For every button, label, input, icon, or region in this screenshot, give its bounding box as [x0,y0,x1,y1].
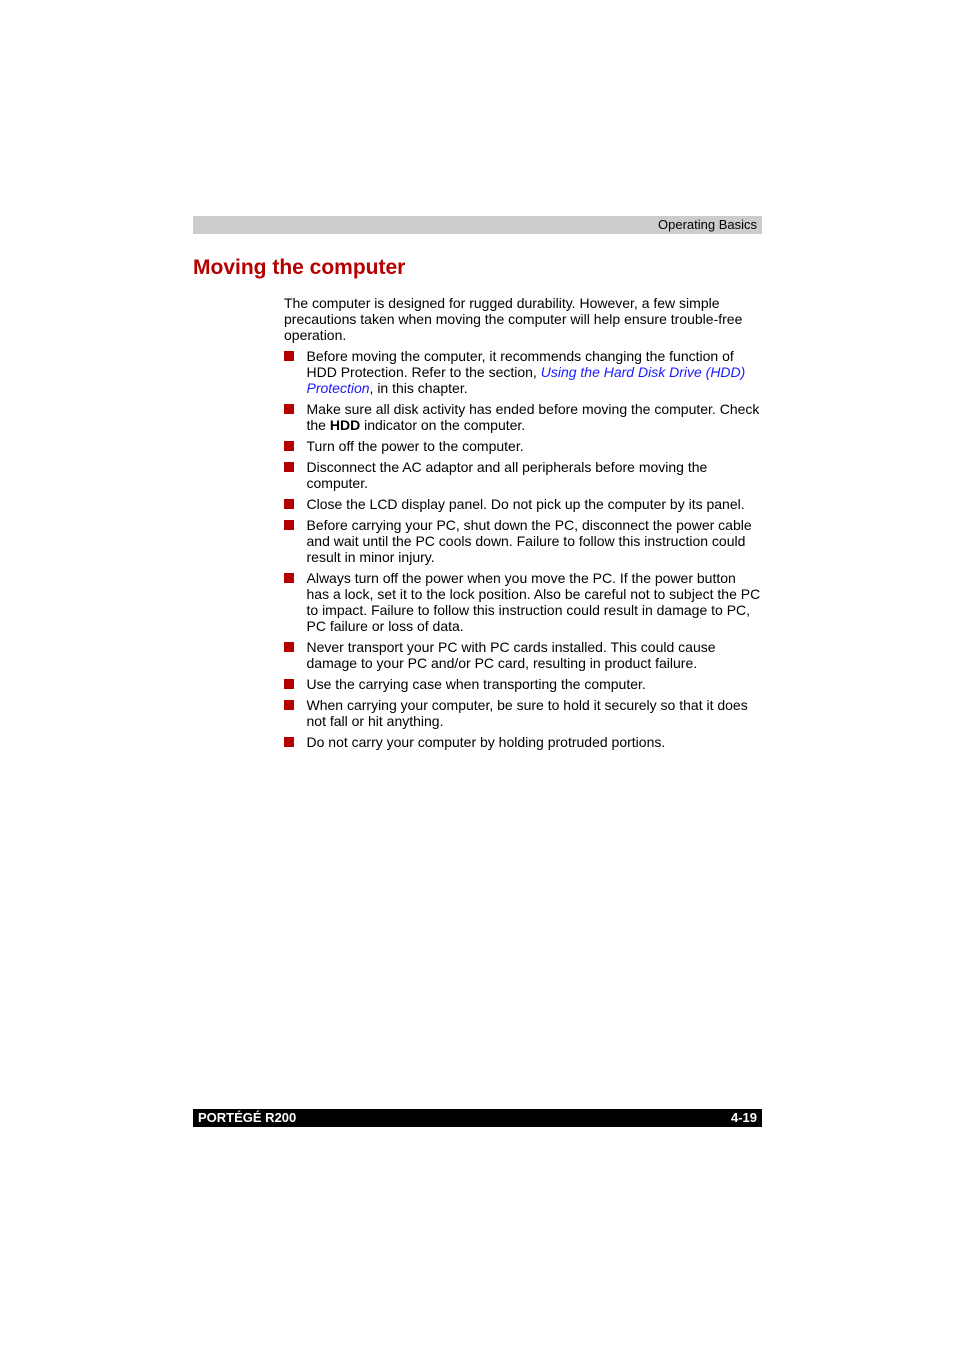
list-item-text: Before moving the computer, it recommends changing the function of HDD Protection. Refer to the section, [306,348,734,380]
list-item [284,734,762,750]
list-item-text: indicator on the computer. [360,417,526,433]
square-bullet-icon [284,700,294,710]
list-item [284,697,762,729]
list-item-text: Make sure all disk activity has ended before moving the computer. Check the [306,401,760,433]
header-section-label: Operating Basics [658,217,757,232]
square-bullet-icon [284,679,294,689]
list-item-text: Before carrying your PC, shut down the PC, disconnect the power cable and wait until the PC cools down. Failure to follow this instruction could result in minor injury. [306,517,752,565]
square-bullet-icon [284,642,294,652]
main-content [284,295,762,755]
list-item [284,496,762,512]
list-item-text: Never transport your PC with PC cards installed. This could cause damage to your PC and/or PC card, resulting in product failure. [306,639,716,671]
bullet-list [284,348,762,750]
intro-paragraph: The computer is designed for rugged durability. However, a few simple precautions taken when moving the computer will help ensure trouble-free operation. [284,295,743,343]
footer-bar [193,1109,762,1127]
footer-page-number: 4-19 [730,1110,757,1125]
list-item [284,459,762,491]
footer-product-name: PORTÉGÉ R200 [198,1110,297,1125]
hdd-protection-link[interactable]: Using the Hard Disk Drive (HDD) Protection [306,364,746,396]
list-item-text: , in this chapter. [369,380,468,396]
square-bullet-icon [284,462,294,472]
list-item [284,438,762,454]
square-bullet-icon [284,499,294,509]
list-item-text: Always turn off the power when you move the PC. If the power button has a lock, set it to the lock position. Also be careful not to subject the PC to impact. Failure to follow this instruction could result in damage to PC, PC failure or loss of data. [306,570,761,634]
list-item [284,348,762,396]
list-item-text: Do not carry your computer by holding protruded portions. [306,734,666,750]
square-bullet-icon [284,351,294,361]
list-item-text: When carrying your computer, be sure to hold it securely so that it does not fall or hit anything. [306,697,748,729]
page-title: Moving the computer [193,256,406,279]
list-item-text: Disconnect the AC adaptor and all peripherals before moving the computer. [306,459,708,491]
list-item [284,676,762,692]
square-bullet-icon [284,441,294,451]
square-bullet-icon [284,520,294,530]
square-bullet-icon [284,404,294,414]
list-item-text: Close the LCD display panel. Do not pick up the computer by its panel. [306,496,745,512]
list-item-text: Use the carrying case when transporting the computer. [306,676,646,692]
square-bullet-icon [284,573,294,583]
list-item [284,639,762,671]
list-item [284,517,762,565]
header-bar [193,216,762,234]
list-item [284,401,762,433]
hdd-bold-text: HDD [329,417,361,433]
square-bullet-icon [284,737,294,747]
list-item-text: Turn off the power to the computer. [306,438,524,454]
list-item [284,570,762,634]
